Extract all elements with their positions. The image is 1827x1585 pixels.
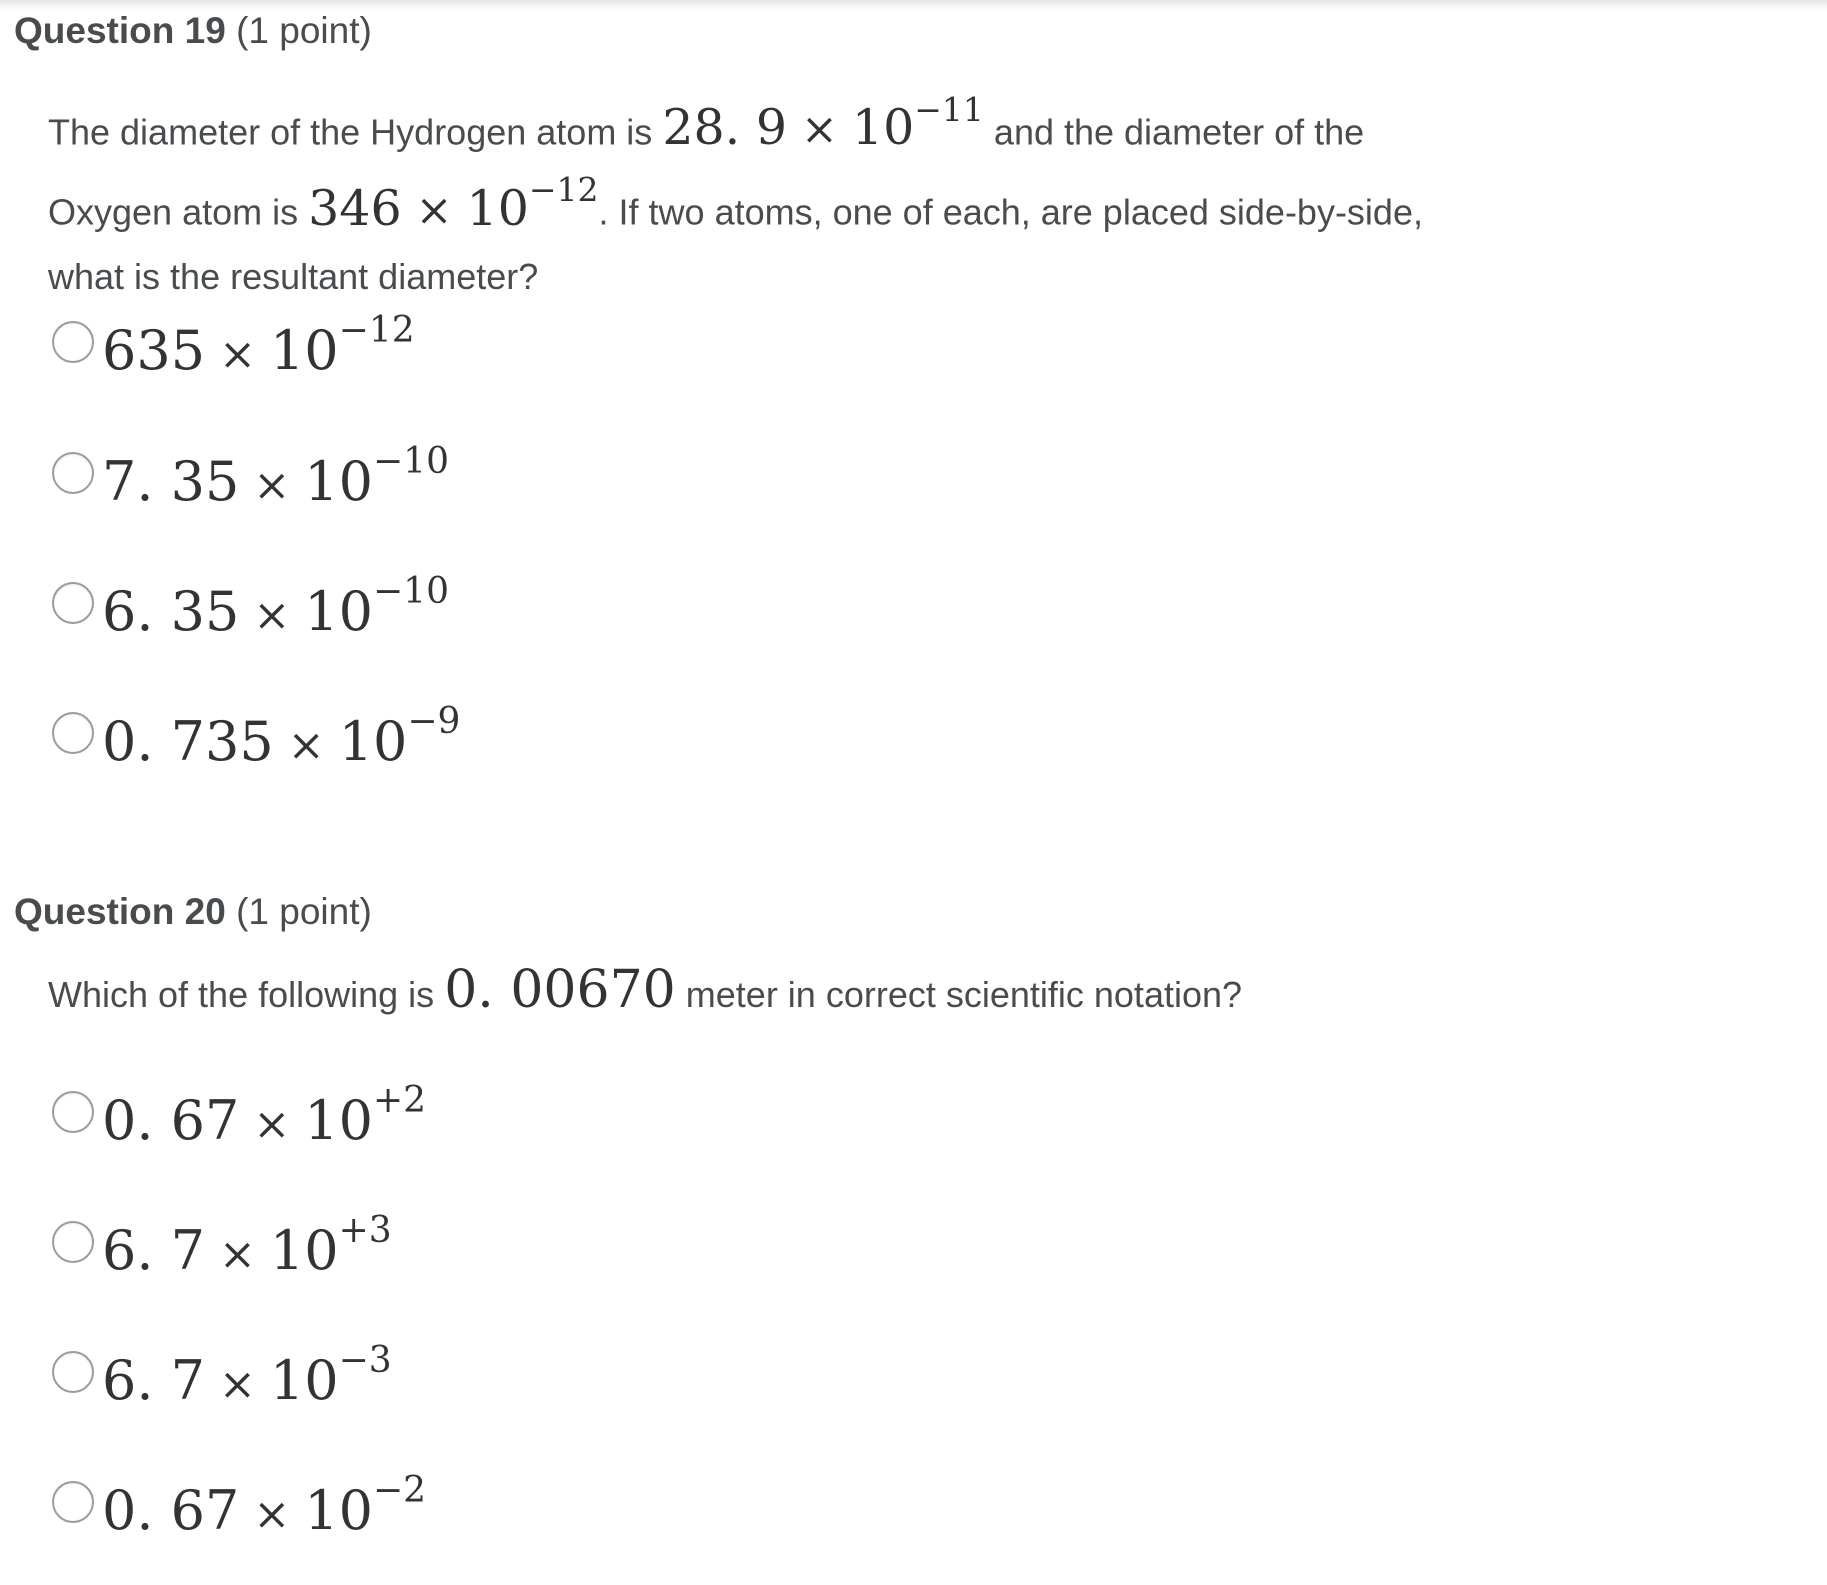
math-base: 10 [269, 319, 339, 382]
option-label [102, 441, 449, 513]
prompt-text: meter in correct scientific notation? [685, 974, 1243, 1015]
option-label [102, 1470, 427, 1542]
math-times: × [801, 104, 838, 156]
math-mantissa: 6. 7 [102, 1349, 206, 1412]
math-exponent: −2 [373, 1470, 427, 1511]
math-mantissa: 6. 35 [102, 580, 240, 643]
question-points: (1 point) [236, 891, 372, 932]
radio-button[interactable] [52, 321, 94, 363]
prompt-text: and the diameter of the Oxygen atom is [48, 111, 1365, 233]
math-base: 10 [338, 710, 408, 773]
answer-option[interactable] [52, 1080, 427, 1155]
answer-option[interactable] [52, 1210, 392, 1285]
math-times: × [287, 720, 325, 771]
answer-option[interactable] [52, 701, 461, 776]
math-base: 10 [851, 99, 915, 157]
option-label [102, 571, 449, 643]
math-exponent: −10 [373, 441, 449, 482]
answer-option[interactable] [52, 571, 449, 646]
math-times: × [253, 1489, 291, 1540]
answer-option[interactable] [52, 1340, 392, 1415]
math-expression [662, 90, 984, 157]
answer-option[interactable] [52, 441, 449, 516]
math-times: × [253, 460, 291, 511]
radio-button[interactable] [52, 712, 94, 754]
radio-button[interactable] [52, 1091, 94, 1133]
math-exponent: +2 [373, 1080, 427, 1121]
math-expression: 0. 00670 [444, 960, 676, 1020]
math-exponent: −12 [528, 170, 599, 210]
math-mantissa: 0. 67 [102, 1479, 240, 1542]
math-times: × [219, 329, 256, 380]
radio-button[interactable] [52, 1481, 94, 1523]
math-mantissa: 346 [308, 179, 402, 237]
option-label [102, 1080, 427, 1152]
radio-button[interactable] [52, 582, 94, 624]
math-mantissa: 28. 9 [662, 99, 788, 157]
math-base: 10 [304, 450, 373, 513]
math-times: × [253, 590, 291, 641]
math-base: 10 [304, 1479, 373, 1542]
math-mantissa: 635 [102, 319, 206, 382]
option-label [102, 1210, 392, 1282]
question-title: Question 20 [14, 891, 226, 932]
answer-option[interactable] [52, 310, 415, 385]
top-edge-shadow [0, 0, 1827, 10]
math-mantissa: 6. 7 [102, 1219, 206, 1282]
math-base: 10 [466, 179, 529, 237]
math-mantissa: 0. 735 [102, 710, 274, 773]
math-times: × [415, 184, 453, 236]
math-exponent: −11 [914, 90, 984, 129]
math-base: 10 [304, 580, 373, 643]
math-base: 10 [269, 1349, 339, 1412]
math-exponent: −12 [338, 310, 415, 351]
math-times: × [253, 1099, 291, 1150]
question-header [14, 891, 372, 933]
math-exponent: −10 [373, 571, 449, 612]
question-prompt [48, 958, 1468, 1027]
answer-option[interactable] [52, 1470, 427, 1545]
question-title: Question 19 [14, 10, 226, 51]
math-expression [308, 170, 599, 237]
radio-button[interactable] [52, 1221, 94, 1263]
math-mantissa: 0. 67 [102, 1089, 240, 1152]
math-mantissa: 7. 35 [102, 450, 240, 513]
math-exponent: +3 [338, 1210, 392, 1251]
question-prompt [48, 84, 1468, 309]
prompt-text: The diameter of the Hydrogen atom is [48, 111, 653, 153]
option-label [102, 1340, 392, 1412]
radio-button[interactable] [52, 452, 94, 494]
math-times: × [219, 1359, 256, 1410]
radio-button[interactable] [52, 1351, 94, 1393]
option-label [102, 310, 415, 382]
option-label [102, 701, 461, 773]
prompt-text: Which of the following is [48, 974, 435, 1015]
question-header [14, 10, 372, 52]
prompt-text: . If two atoms, one of each, are placed side-by-side, what is the resultant diameter? [48, 191, 1423, 297]
math-base: 10 [304, 1089, 373, 1152]
math-base: 10 [269, 1219, 339, 1282]
math-times: × [219, 1229, 256, 1280]
math-exponent: −9 [407, 701, 461, 742]
math-exponent: −3 [338, 1340, 392, 1381]
question-points: (1 point) [236, 10, 372, 51]
